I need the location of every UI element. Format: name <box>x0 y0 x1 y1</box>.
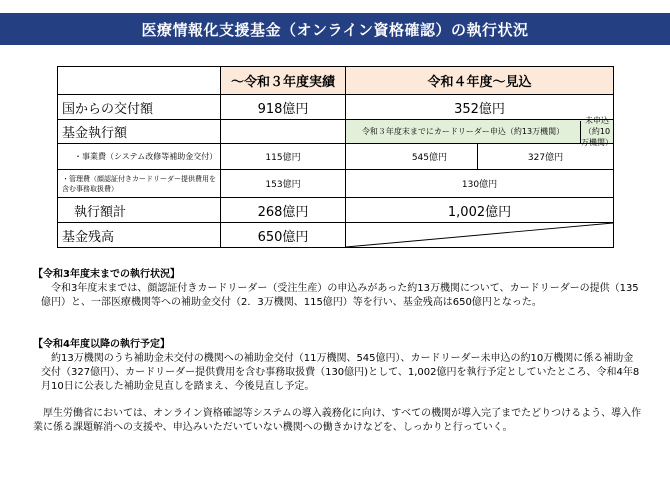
note-section-mhlw <box>33 407 643 435</box>
fund-execution-r3-blank <box>221 120 346 144</box>
table-corner-cell <box>58 67 221 95</box>
grant-r3-value: 918億円 <box>221 95 346 120</box>
project-cost-r4-unapplied-value: 327億円 <box>478 144 614 170</box>
note-heading-r4: 【令和4年度以降の執行予定】 <box>33 339 170 350</box>
project-cost-r4-applied-value: 545億円 <box>346 144 478 170</box>
note-body-mhlw: 厚生労働省においては、オンライン資格確認等システムの導入義務化に向け、すべての機関が導入完了までたどりつけるよう、導入作業に係る課題解消への支援や、申込みいただいていない機関への働きかけなどを、しっかりと行っていく。 <box>33 408 642 433</box>
column-header-r4: 令和４年度～見込 <box>346 67 614 95</box>
note-section-r3 <box>33 268 643 310</box>
fund-balance-r3-value: 650億円 <box>221 223 346 248</box>
column-header-r3: ～令和３年度実績 <box>221 67 346 95</box>
r4-unapplied-header: 未申込（約10万機関） <box>581 116 613 147</box>
row-label-fund-execution: 基金執行額 <box>58 120 221 144</box>
page-title: 医療情報化支援基金（オンライン資格確認）の執行状況 <box>0 13 670 45</box>
note-heading-r3: 【令和3年度末までの執行状況】 <box>33 269 180 280</box>
note-body-r4: 約13万機関のうち補助金未交付の機関への補助金交付（11万機関、545億円）、カードリーダー未申込の約10万機関に係る補助金交付（327億円）、カードリーダー提供費用を含む事務取扱費（130億円)として、1,002億円を執行予定としていたところ、令和4年8月10日に公表した補助金見直しを踏まえ、今後見直し予定。 <box>41 353 640 392</box>
row-label-fund-balance: 基金残高 <box>58 223 221 248</box>
admin-cost-r4-value: 130億円 <box>346 170 614 198</box>
admin-cost-r3-value: 153億円 <box>221 170 346 198</box>
row-label-grant: 国からの交付額 <box>58 95 221 120</box>
project-cost-r3-value: 115億円 <box>221 144 346 170</box>
r4-applied-header: 令和３年度末までにカードリーダー申込（約13万機関） <box>346 121 581 143</box>
r4-subheader <box>346 116 614 147</box>
grant-r4-value: 352億円 <box>346 95 614 120</box>
note-body-r3: 令和3年度末までは、顔認証付きカードリーダー（受注生産）の申込みがあった約13万機関について、カードリーダーの提供（135億円）と、一部医療機関等への補助金交付（2．3万機関、115億円）等を行い、基金残高は650億円となった。 <box>41 283 639 308</box>
execution-total-r4-value: 1,002億円 <box>346 198 614 223</box>
row-label-execution-total: 執行額計 <box>58 198 221 223</box>
note-section-r4 <box>33 338 643 394</box>
execution-total-r3-value: 268億円 <box>221 198 346 223</box>
row-label-project-cost: ・事業費（システム改修等補助金交付） <box>58 144 221 170</box>
fund-execution-table <box>57 66 614 248</box>
fund-balance-r4-diagonal <box>346 223 614 248</box>
row-label-admin-cost: ・管理費（顔認証付きカードリーダー提供費用を含む事務取扱費） <box>58 170 221 198</box>
